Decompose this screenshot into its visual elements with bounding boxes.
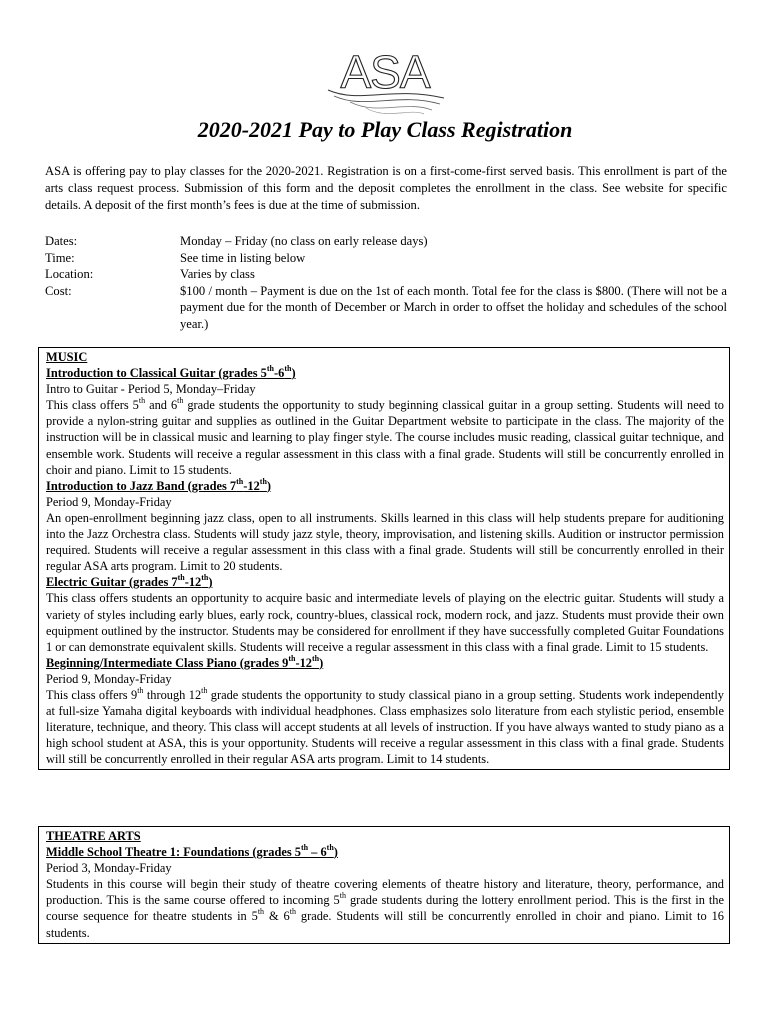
detail-value: Monday – Friday (no class on early release days)	[180, 234, 428, 248]
asa-logo	[320, 46, 450, 122]
theatre-section	[38, 826, 730, 944]
logo-swoosh-3	[350, 102, 432, 110]
intro-paragraph: ASA is offering pay to play classes for the 2020-2021. Registration is on a first-come-first served basis. This enrollment is part of the arts class request process. Submission of this form and the deposit completes the enrollment in the class. See website for specific details. A deposit of the first month’s fees is due at the time of submission.	[45, 164, 727, 212]
course-description: This class offers 5th and 6th grade students the opportunity to study beginning classical guitar in a group setting. Students will need to provide a nylon-string guitar and supplies as outlined in the Guitar Department website to participate in the class. The majority of the instruction will be in classical music and learning to play finger style. The course includes music reading, classical guitar technique, and ensemble work. Students will receive a regular assessment in this class with a final grade. Students will still be concurrently enrolled in choir and piano. Limit to 15 students.	[46, 396, 725, 477]
course-description: An open-enrollment beginning jazz class, open to all instruments. Skills learned in this class will help students prepare for auditioning into the Jazz Orchestra class. Students will study jazz style, theory, improvisation, and listening skills. Audition or instructor permission required. Students will receive a regular assessment in this class with a final grade. Students will still be concurrently enrolled in their regular ASA arts program. Limit to 20 students.	[46, 510, 724, 574]
section-heading-music: MUSIC	[46, 350, 88, 364]
course-title-jazz-band: Introduction to Jazz Band (grades 7th-12th)	[46, 476, 272, 493]
detail-row-dates	[45, 233, 727, 250]
detail-label: Location:	[45, 267, 94, 281]
detail-row-location	[45, 266, 727, 283]
detail-label: Cost:	[45, 283, 72, 298]
detail-row-time	[45, 250, 727, 267]
logo-swoosh-4	[366, 108, 424, 114]
course-title-classical-guitar: Introduction to Classical Guitar (grades 5th-6th)	[46, 363, 296, 381]
course-schedule: Period 9, Monday-Friday	[46, 671, 172, 686]
detail-label: Dates:	[45, 234, 78, 248]
course-title-ms-theatre-1: Middle School Theatre 1: Foundations (grades 5th – 6th)	[46, 842, 338, 860]
course-schedule: Period 9, Monday-Friday	[46, 494, 172, 509]
course-description: This class offers students an opportunity to acquire basic and intermediate levels of playing on the electric guitar. Students will study a variety of styles including early blues, early rock, country-blues, classical rock, modern rock, and jazz. Students must provide their own equipment outlined by the instructor. Students may be considered for enrollment if they have successfully completed Guitar Foundations 1 or can demonstrate equivalent skills. Students will receive a regular assessment in this class with a final grade. Limit to 15 students.	[46, 591, 724, 654]
course-description: This class offers 9th through 12th grade students the opportunity to study classical piano in a group setting. Students work independently at full-size Yamaha digital keyboards with individual headphones. Class emphasizes solo literature from each stylistic period, ensemble literature, technique, and theory. This class will accept students at all levels of instruction. If you have always wanted to study piano as a high school student at ASA, this is your opportunity. Students will receive a regular assessment in this class with a final grade. Students will still be concurrently enrolled in their regular ASA arts program. Limit to 14 students.	[46, 685, 724, 767]
course-title-electric-guitar: Electric Guitar (grades 7th-12th)	[46, 573, 213, 590]
course-title-class-piano: Beginning/Intermediate Class Piano (grades 9th-12th)	[46, 653, 324, 670]
section-heading-theatre: THEATRE ARTS	[46, 829, 141, 843]
detail-value: $100 / month – Payment is due on the 1st of each month. Total fee for the class is $800. (There will not be a payment due for the month of December or March in order to offset the holiday and schedules of the school year.)	[180, 283, 727, 331]
detail-value: See time in listing below	[180, 250, 306, 265]
course-schedule: Intro to Guitar - Period 5, Monday–Friday	[46, 382, 256, 397]
page-title: 2020-2021 Pay to Play Class Registration	[197, 117, 573, 142]
class-details	[45, 233, 727, 332]
asa-logo-text: ASA	[340, 46, 430, 98]
music-section	[38, 347, 730, 770]
course-description: Students in this course will begin their study of theatre covering elements of theatre history and literature, theory, performance, and production. This is the same course offered to incoming 5th grade students during the lottery enrollment period. This is the first in the course sequence for theatre students in 5th & 6th grade. Students will still be concurrently enrolled in choir and piano. Limit to 16 students.	[46, 877, 724, 940]
course-schedule: Period 3, Monday-Friday	[46, 861, 172, 876]
detail-row-cost	[45, 283, 727, 333]
detail-value: Varies by class	[180, 267, 255, 281]
detail-label: Time:	[45, 250, 75, 265]
